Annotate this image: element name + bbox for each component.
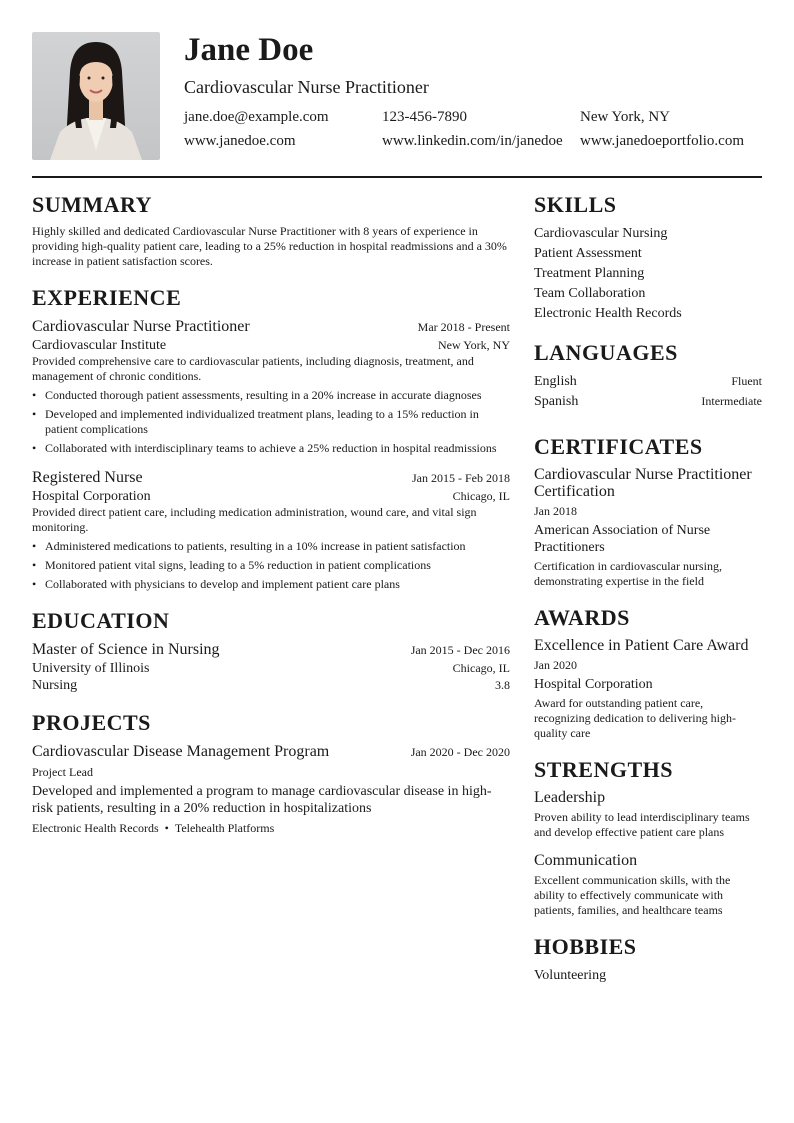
job-location: Chicago, IL — [452, 489, 510, 503]
strengths-heading: STRENGTHS — [534, 757, 673, 782]
language-item — [534, 392, 762, 412]
experience-heading: EXPERIENCE — [32, 285, 182, 310]
strength-description: Proven ability to lead interdisciplinary teams and develop effective patient care plans — [534, 810, 750, 839]
job-bullet: • Administered medications to patients, resulting in a 10% increase in patient satisfaction — [32, 539, 510, 554]
experience-item — [32, 317, 510, 456]
job-title: Registered Nurse — [32, 469, 143, 486]
education-dates: Jan 2015 - Dec 2016 — [410, 643, 510, 657]
tag-separator: • — [164, 821, 169, 835]
job-bullet: • Developed and implemented individualized treatment plans, leading to a 15% reduction in patient complications — [32, 407, 510, 437]
skills-heading: SKILLS — [534, 192, 617, 217]
education-heading: EDUCATION — [32, 608, 170, 633]
projects-heading: PROJECTS — [32, 710, 151, 735]
resume-page — [32, 32, 762, 1002]
strength-item — [534, 789, 762, 840]
project-tag: Telehealth Platforms — [174, 821, 275, 835]
project-tag: Electronic Health Records — [32, 821, 159, 835]
profile-photo — [32, 32, 160, 160]
certificates-section — [534, 434, 762, 589]
language-item — [534, 372, 762, 392]
hobby-item: Volunteering — [534, 968, 607, 983]
education-location: Chicago, IL — [452, 661, 510, 675]
strength-name: Leadership — [534, 789, 606, 806]
certificate-description: Certification in cardiovascular nursing, demonstrating expertise in the field — [534, 559, 722, 588]
job-company: Hospital Corporation — [32, 489, 151, 504]
projects-section — [32, 710, 510, 836]
strength-description: Excellent communication skills, with the ability to effectively communicate with patients, families, and healthcare teams — [534, 873, 731, 917]
skill-item: Cardiovascular Nursing — [534, 226, 668, 241]
job-dates: Mar 2018 - Present — [417, 320, 510, 334]
award-issuer: Hospital Corporation — [534, 677, 653, 692]
skill-item: Treatment Planning — [534, 266, 645, 281]
education-degree: Master of Science in Nursing — [32, 641, 220, 658]
job-description: Provided direct patient care, including medication administration, wound care, and vital sign monitoring. — [32, 505, 477, 534]
award-date: Jan 2020 — [534, 658, 577, 672]
awards-section — [534, 605, 762, 741]
education-field: Nursing — [32, 678, 78, 693]
job-company: Cardiovascular Institute — [32, 338, 167, 353]
project-name: Cardiovascular Disease Management Program — [32, 743, 330, 760]
award-title: Excellence in Patient Care Award — [534, 637, 749, 654]
header-divider — [32, 176, 762, 178]
certificate-issuer: American Association of Nurse Practitioners — [534, 523, 711, 555]
strength-item — [534, 852, 762, 918]
experience-section — [32, 285, 510, 592]
job-bullet: • Collaborated with physicians to develop and implement patient care plans — [32, 577, 510, 592]
job-description: Provided comprehensive care to cardiovascular patients, including diagnosis, treatment, and management of chronic conditions. — [32, 354, 474, 383]
summary-text: Highly skilled and dedicated Cardiovascular Nurse Practitioner with 8 years of experience in providing high-quality patient care, leading to a 25% reduction in hospital readmissions and a 30% increase in patient satisfaction scores. — [32, 224, 507, 268]
strengths-section — [534, 757, 762, 918]
strength-name: Communication — [534, 852, 638, 869]
contact-phone[interactable]: 123-456-7890 — [382, 109, 467, 125]
job-bullets — [32, 539, 510, 592]
contact-info — [184, 107, 762, 151]
education-school: University of Illinois — [32, 661, 150, 676]
hobbies-section — [534, 934, 762, 986]
job-location: New York, NY — [437, 338, 510, 352]
contact-linkedin[interactable]: www.linkedin.com/in/janedoe — [382, 133, 563, 149]
candidate-title: Cardiovascular Nurse Practitioner — [184, 77, 429, 97]
language-name: Spanish — [534, 394, 579, 409]
header-info — [184, 32, 762, 160]
hobbies-heading: HOBBIES — [534, 934, 637, 959]
project-description: Developed and implemented a program to manage cardiovascular disease in high-risk patients, resulting in a 20% reduction in hospitalizations — [32, 784, 492, 816]
skill-item: Team Collaboration — [534, 286, 646, 301]
job-bullet: • Monitored patient vital signs, leading to a 5% reduction in patient complications — [32, 558, 510, 573]
candidate-name: Jane Doe — [184, 32, 314, 68]
languages-heading: LANGUAGES — [534, 340, 678, 365]
resume-body — [32, 192, 762, 1002]
certificate-title: Cardiovascular Nurse Practitioner Certification — [534, 466, 752, 500]
project-dates: Jan 2020 - Dec 2020 — [410, 745, 510, 759]
summary-section — [32, 192, 510, 269]
skill-item: Patient Assessment — [534, 246, 642, 261]
certificates-heading: CERTIFICATES — [534, 434, 703, 459]
award-description: Award for outstanding patient care, recognizing dedication to delivering high-quality care — [534, 696, 736, 740]
language-level: Intermediate — [701, 394, 762, 408]
right-column — [534, 192, 762, 1002]
project-role: Project Lead — [32, 765, 93, 779]
job-title: Cardiovascular Nurse Practitioner — [32, 318, 250, 335]
job-bullet: • Conducted thorough patient assessments, resulting in a 20% increase in accurate diagnoses — [32, 388, 510, 403]
certificate-date: Jan 2018 — [534, 504, 577, 518]
education-gpa: 3.8 — [495, 678, 510, 692]
contact-portfolio[interactable]: www.janedoeportfolio.com — [580, 133, 744, 149]
language-level: Fluent — [731, 374, 762, 388]
job-dates: Jan 2015 - Feb 2018 — [412, 471, 510, 485]
awards-heading: AWARDS — [534, 605, 630, 630]
language-name: English — [534, 374, 577, 389]
project-tags — [32, 821, 510, 836]
job-bullet: • Collaborated with interdisciplinary teams to achieve a 25% reduction in hospital readmissions — [32, 441, 510, 456]
skills-section — [534, 192, 762, 324]
resume-header — [32, 32, 762, 160]
left-column — [32, 192, 510, 1002]
experience-item — [32, 468, 510, 592]
job-bullets — [32, 388, 510, 456]
skill-item: Electronic Health Records — [534, 306, 682, 321]
contact-website[interactable]: www.janedoe.com — [184, 133, 296, 149]
contact-email[interactable]: jane.doe@example.com — [184, 109, 329, 125]
summary-heading: SUMMARY — [32, 192, 153, 217]
education-section — [32, 608, 510, 694]
languages-section — [534, 340, 762, 412]
contact-location: New York, NY — [580, 109, 671, 125]
